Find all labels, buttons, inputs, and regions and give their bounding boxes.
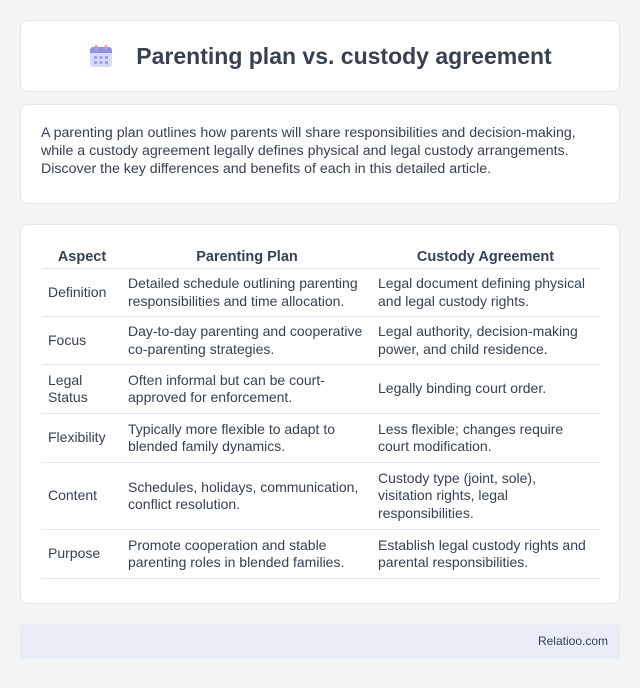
page-title: Parenting plan vs. custody agreement — [136, 42, 552, 69]
row-aspect: Definition — [42, 269, 122, 317]
column-header-custody-agreement: Custody Agreement — [372, 246, 599, 269]
intro-paragraph: A parenting plan outlines how parents will share responsibilities and decision-making, while a custody agreement legally defines physical and legal custody arrangements. Discover the key differences and benefits of each in this detailed article. — [41, 125, 576, 177]
table-row — [42, 365, 599, 414]
row-aspect: Content — [42, 463, 122, 530]
row-parenting-plan: Schedules, holidays, communication, conflict resolution. — [122, 463, 372, 530]
footer-brand: Relatioo.com — [537, 634, 608, 648]
table-row — [42, 414, 599, 463]
row-aspect: Focus — [42, 317, 122, 365]
row-custody-agreement: Legal authority, decision-making power, and child residence. — [372, 317, 599, 365]
row-custody-agreement: Establish legal custody rights and parental responsibilities. — [372, 530, 599, 579]
row-custody-agreement: Legally binding court order. — [372, 365, 599, 414]
table-header-row — [42, 246, 599, 269]
row-parenting-plan: Typically more flexible to adapt to blended family dynamics. — [122, 414, 372, 463]
row-aspect: Purpose — [42, 530, 122, 579]
row-custody-agreement: Less flexible; changes require court modification. — [372, 414, 599, 463]
table-row — [42, 463, 599, 530]
table-row — [42, 530, 599, 579]
row-parenting-plan: Often informal but can be court-approved for enforcement. — [122, 365, 372, 414]
table-row — [42, 317, 599, 365]
row-parenting-plan: Detailed schedule outlining parenting responsibilities and time allocation. — [122, 269, 372, 317]
row-aspect: Legal Status — [42, 365, 122, 414]
row-custody-agreement: Legal document defining physical and legal custody rights. — [372, 269, 599, 317]
row-parenting-plan: Promote cooperation and stable parenting roles in blended families. — [122, 530, 372, 579]
footer-bar — [20, 624, 620, 658]
comparison-card — [20, 224, 620, 604]
comparison-table — [42, 246, 599, 579]
column-header-parenting-plan: Parenting Plan — [122, 246, 372, 269]
row-aspect: Flexibility — [42, 414, 122, 463]
column-header-aspect: Aspect — [42, 246, 122, 269]
table-row — [42, 269, 599, 317]
calendar-icon — [88, 43, 114, 69]
title-card — [20, 20, 620, 92]
row-custody-agreement: Custody type (joint, sole), visitation rights, legal responsibilities. — [372, 463, 599, 530]
row-parenting-plan: Day-to-day parenting and cooperative co-parenting strategies. — [122, 317, 372, 365]
intro-card — [20, 104, 620, 204]
